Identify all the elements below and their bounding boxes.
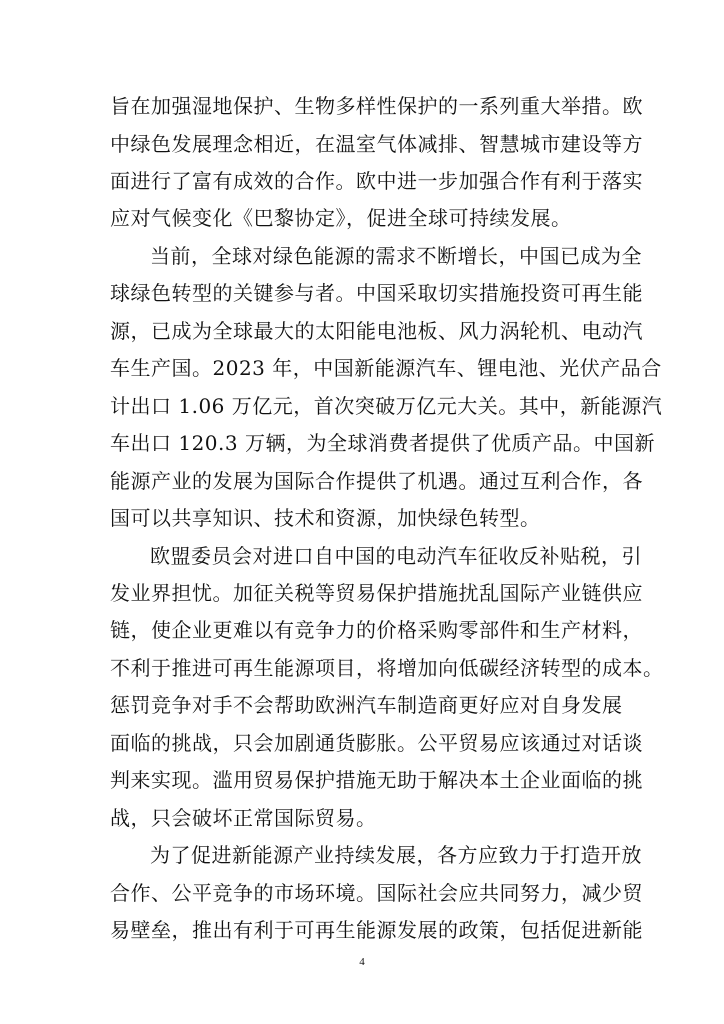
paragraph-1-line-4: 应对气候变化《巴黎协定》，促进全球可持续发展。: [110, 206, 572, 231]
paragraph-3-line-4: 不利于推进可再生能源项目，将增加向低碳经济转型的成本。: [110, 655, 664, 680]
paragraph-1-line-3: 面进行了富有成效的合作。欧中进一步加强合作有利于落实: [110, 168, 643, 193]
paragraph-2-line-6: 车出口 120.3 万辆，为全球消费者提供了优质产品。中国新: [110, 431, 655, 456]
paragraph-2-line-7: 能源产业的发展为国际合作提供了机遇。通过互利合作，各: [110, 468, 643, 493]
paragraph-3-line-8: 战，只会破坏正常国际贸易。: [110, 805, 377, 830]
paragraph-2-line-1: 当前，全球对绿色能源的需求不断增长，中国已成为全: [150, 243, 642, 268]
paragraph-3-line-5: 惩罚竞争对手不会帮助欧洲汽车制造商更好应对自身发展: [110, 693, 623, 718]
paragraph-3-line-7: 判来实现。滥用贸易保护措施无助于解决本土企业面临的挑: [110, 768, 643, 793]
paragraph-3-line-1: 欧盟委员会对进口自中国的电动汽车征收反补贴税，引: [150, 543, 642, 568]
paragraph-2-line-2: 球绿色转型的关键参与者。中国采取切实措施投资可再生能: [110, 281, 643, 306]
paragraph-2-line-3: 源，已成为全球最大的太阳能电池板、风力涡轮机、电动汽: [110, 318, 643, 343]
paragraph-4-line-3: 易壁垒，推出有利于可再生能源发展的政策，包括促进新能: [110, 918, 643, 942]
paragraph-1-line-2: 中绿色发展理念相近，在温室气体减排、智慧城市建设等方: [110, 131, 643, 156]
paragraph-2-line-5: 计出口 1.06 万亿元，首次突破万亿元大关。其中，新能源汽: [110, 393, 663, 418]
paragraph-3-line-6: 面临的挑战，只会加剧通货膨胀。公平贸易应该通过对话谈: [110, 730, 643, 755]
paragraph-1-line-1: 旨在加强湿地保护、生物多样性保护的一系列重大举措。欧: [110, 94, 643, 118]
page-number: 4: [359, 956, 365, 968]
paragraph-4-line-2: 合作、公平竞争的市场环境。国际社会应共同努力，减少贸: [110, 880, 643, 905]
paragraph-2-line-4: 车生产国。2023 年，中国新能源汽车、锂电池、光伏产品合: [110, 356, 662, 381]
paragraph-2-line-8: 国可以共享知识、技术和资源，加快绿色转型。: [110, 506, 541, 530]
paragraph-3-line-3: 链，使企业更难以有竞争力的价格采购零部件和生产材料，: [110, 618, 643, 643]
paragraph-4-line-1: 为了促进新能源产业持续发展，各方应致力于打造开放: [150, 843, 642, 868]
paragraph-3-line-2: 发业界担忧。加征关税等贸易保护措施扰乱国际产业链供应: [110, 580, 643, 605]
